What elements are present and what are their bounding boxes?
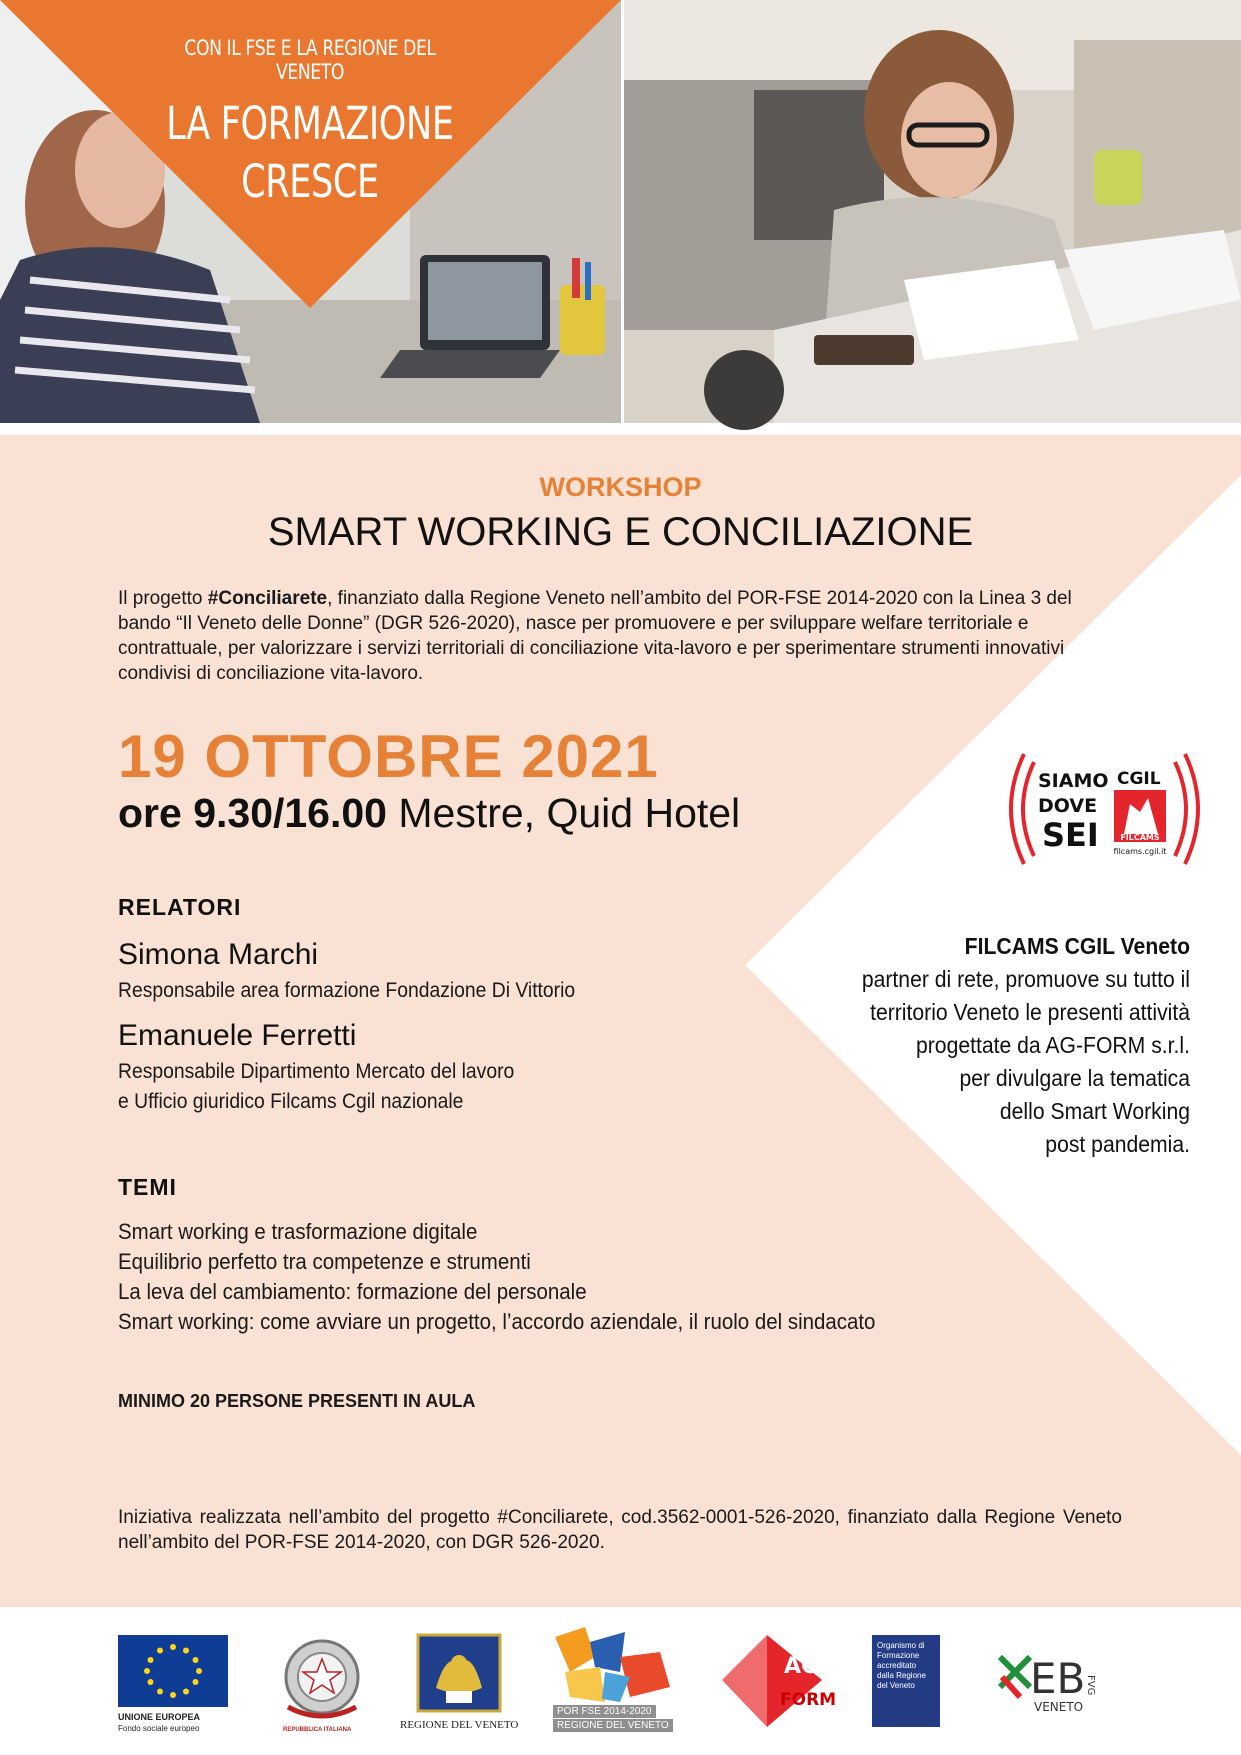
event-kicker: WORKSHOP bbox=[539, 472, 702, 502]
event-intro bbox=[118, 586, 1078, 686]
partner-line: post pandemia. bbox=[1045, 1131, 1190, 1157]
eu-subcaption: Fondo sociale europeo bbox=[118, 1724, 200, 1733]
agform-brand-form: FORM bbox=[780, 1690, 837, 1710]
repubblica-caption: REPUBBLICA ITALIANA bbox=[283, 1727, 352, 1733]
hero-title bbox=[162, 95, 458, 211]
speaker-1-name: Simona Marchi bbox=[118, 938, 319, 971]
minimum-attendance: MINIMO 20 PERSONE PRESENTI IN AULA bbox=[118, 1391, 476, 1411]
filcams-cgil-logo bbox=[1012, 742, 1197, 877]
event-time: ore 9.30/16.00 bbox=[118, 790, 387, 836]
speaker-2-role-line1: Responsabile Dipartimento Mercato del lavoro bbox=[118, 1060, 515, 1083]
partner-note bbox=[804, 930, 1190, 1161]
topic-item: Equilibrio perfetto tra competenze e strumenti bbox=[118, 1249, 531, 1274]
eb-veneto-fvg-logo bbox=[990, 1637, 1100, 1717]
topic-item: Smart working: come avviare un progetto, l’accordo aziendale, il ruolo del sindacato bbox=[118, 1309, 876, 1334]
agform-logo bbox=[722, 1635, 837, 1727]
intro-text-rest: , finanziato dalla Regione Veneto nell’ambito del POR-FSE 2014-2020 con la Linea 3 del bando “Il Veneto delle Donne” (DGR 526-2020), nasce per promuovere e per sviluppare welfare territoriale e contrattuale, per valorizzare i servizi territoriali di conciliazione vita-lavoro e per sperimentare strumenti innovativi condivisi di conciliazione vita-lavoro. bbox=[118, 588, 1072, 684]
woman-with-papers-photo bbox=[624, 0, 1241, 423]
speaker-2-role-line2: e Ufficio giuridico Filcams Cgil nazionale bbox=[118, 1090, 464, 1113]
hero-subtitle: CON IL FSE E LA REGIONE DEL VENETO bbox=[184, 36, 436, 84]
eb-brand: EB bbox=[1030, 1654, 1086, 1703]
topic-item: La leva del cambiamento: formazione del personale bbox=[118, 1279, 587, 1304]
logo-url: filcams.cgil.it bbox=[1113, 847, 1167, 856]
partner-line: progettate da AG-FORM s.r.l. bbox=[915, 1032, 1190, 1058]
event-location: Mestre, Quid Hotel bbox=[386, 790, 741, 836]
eu-flag-logo bbox=[118, 1635, 228, 1707]
speaker-2-name: Emanuele Ferretti bbox=[118, 1019, 357, 1052]
event-title: SMART WORKING E CONCILIAZIONE bbox=[267, 510, 974, 554]
partner-line: territorio Veneto le presenti attività bbox=[870, 999, 1190, 1025]
por-fse-logo bbox=[550, 1627, 680, 1702]
topics-heading: TEMI bbox=[118, 1174, 177, 1200]
organismo-caption: Organismo di Formazione accreditato dalla Regione del Veneto bbox=[877, 1641, 926, 1690]
logo-filcams: FILCAMS bbox=[1120, 833, 1160, 842]
speaker-1-role: Responsabile area formazione Fondazione Di Vittorio bbox=[118, 979, 576, 1002]
repubblica-italiana-emblem bbox=[278, 1635, 366, 1727]
partner-line: per divulgare la tematica bbox=[959, 1065, 1190, 1091]
regione-caption: REGIONE DEL VENETO bbox=[400, 1719, 519, 1731]
partner-line: partner di rete, promuove su tutto il bbox=[861, 966, 1190, 992]
topics-list bbox=[118, 1217, 875, 1337]
logo-cgil: CGIL bbox=[1117, 769, 1161, 789]
partner-line: dello Smart Working bbox=[999, 1098, 1190, 1124]
organismo-badge bbox=[872, 1635, 940, 1727]
logo-dove: DOVE bbox=[1038, 795, 1098, 817]
event-time-location bbox=[118, 790, 740, 837]
speakers-heading: RELATORI bbox=[118, 894, 242, 920]
eu-caption: UNIONE EUROPEA bbox=[118, 1712, 201, 1722]
intro-text-start: Il progetto bbox=[118, 588, 208, 609]
eb-side: FVG bbox=[1085, 1675, 1096, 1696]
por-caption-1: POR FSE 2014-2020 bbox=[553, 1705, 656, 1718]
por-caption-2: REGIONE DEL VENETO bbox=[553, 1719, 673, 1732]
logo-sei: SEI bbox=[1042, 816, 1099, 854]
partner-name: FILCAMS CGIL Veneto bbox=[964, 933, 1190, 959]
footer-note: Iniziativa realizzata nell’ambito del progetto #Conciliarete, cod.3562-0001-526-2020, finanziato dalla Regione Veneto nell’ambito del POR-FSE 2014-2020, con DGR 526-2020. bbox=[118, 1507, 1122, 1553]
hero-title-line2: CRESCE bbox=[241, 155, 379, 208]
sponsor-logos bbox=[0, 1607, 1241, 1755]
event-date: 19 OTTOBRE 2021 bbox=[118, 723, 659, 790]
hero-title-line1: LA FORMAZIONE bbox=[166, 97, 454, 150]
speaker-2-role bbox=[118, 1057, 514, 1117]
regione-veneto-lion-logo bbox=[416, 1633, 502, 1713]
hero-banner bbox=[0, 0, 1241, 423]
intro-project-name: #Conciliarete bbox=[207, 588, 328, 609]
agform-brand-ag: AG bbox=[784, 1654, 820, 1679]
logo-siamo: SIAMO bbox=[1038, 770, 1109, 792]
topic-item: Smart working e trasformazione digitale bbox=[118, 1219, 478, 1244]
eb-sub: VENETO bbox=[1034, 1700, 1084, 1714]
